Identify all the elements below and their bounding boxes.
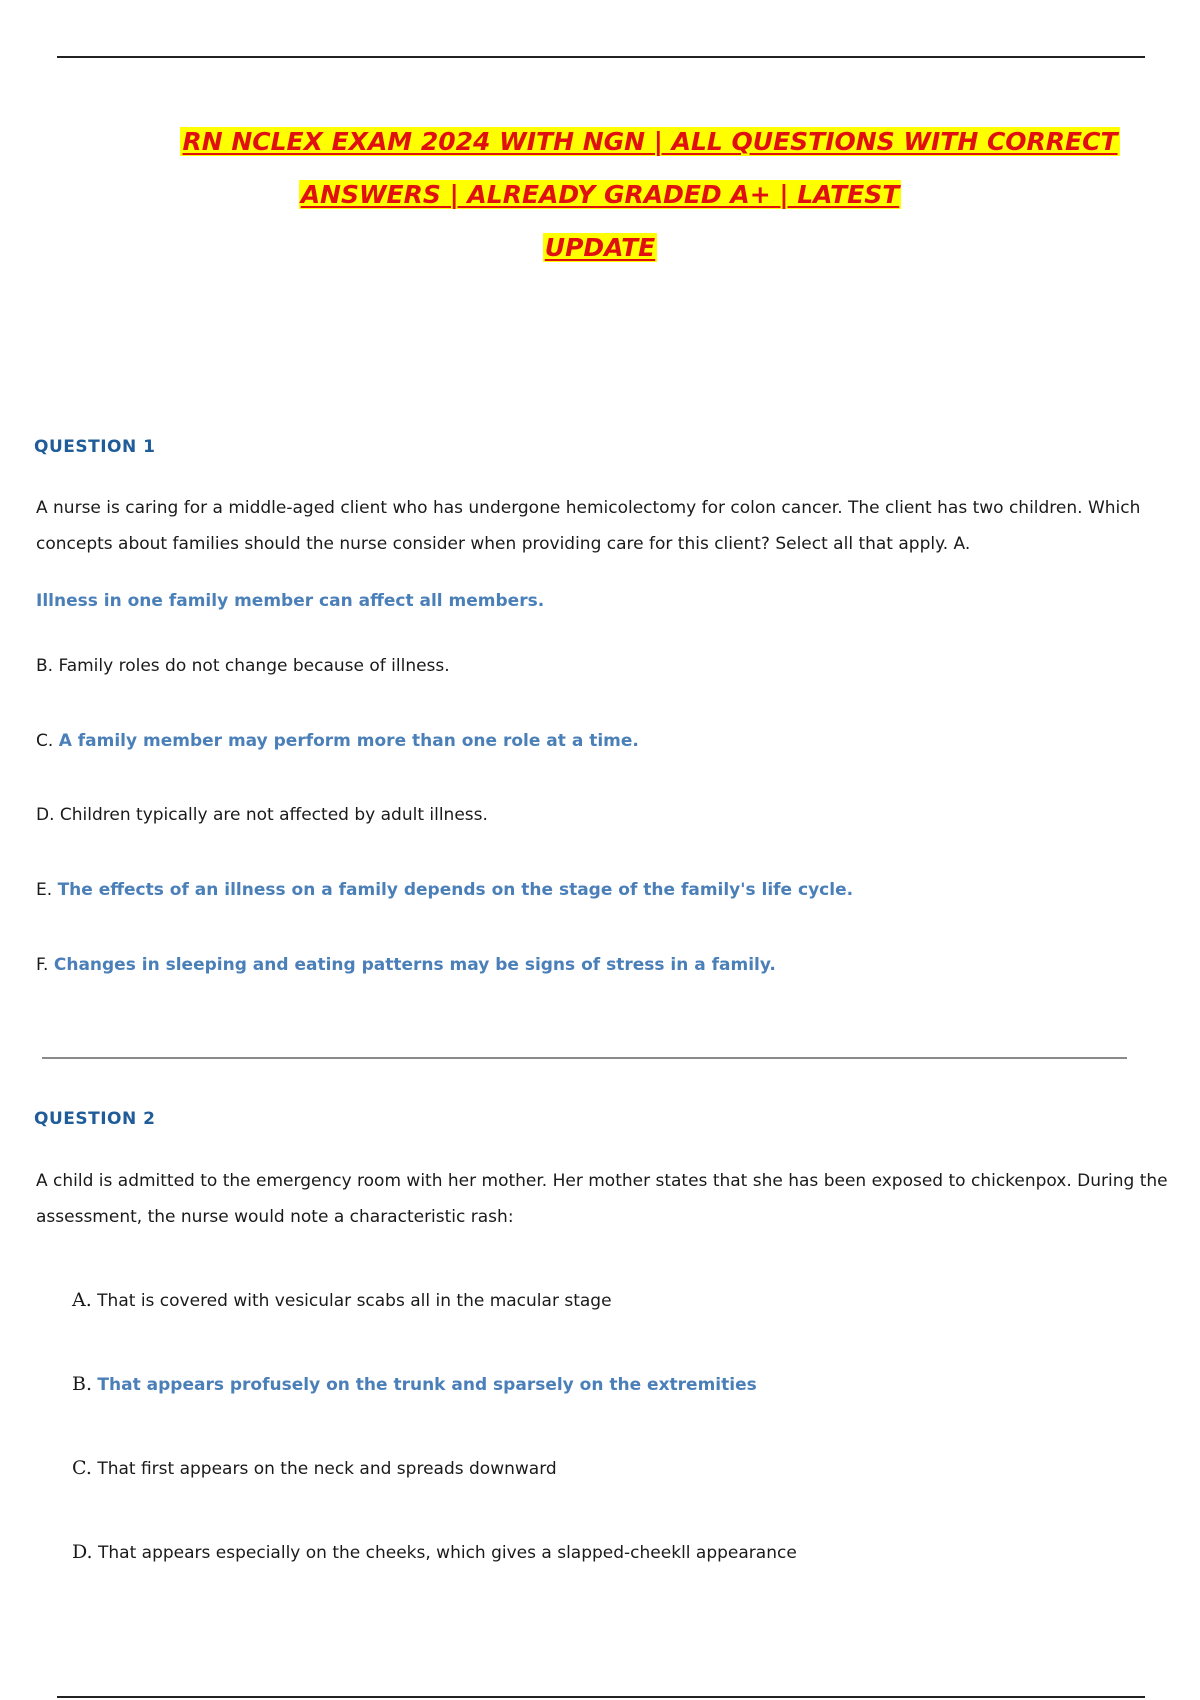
q2-option-b — [72, 1372, 757, 1397]
q2-option-c-text: That first appears on the neck and spreads downward — [97, 1459, 557, 1479]
q1-option-b — [36, 654, 450, 678]
q1-option-c-text: A family member may perform more than one role at a time. — [58, 731, 639, 751]
q2-option-d-text: That appears especially on the cheeks, which gives a slapped-cheekll appearance — [98, 1543, 797, 1563]
q2-option-d — [72, 1540, 797, 1565]
q2-option-a — [72, 1288, 612, 1313]
bottom-rule — [57, 1696, 1145, 1698]
q2-option-a-text: That is covered with vesicular scabs all in the macular stage — [97, 1291, 612, 1311]
question-1-heading: QUESTION 1 — [34, 437, 156, 457]
q1-option-e-letter: E. — [36, 880, 53, 900]
q1-option-c — [36, 729, 639, 753]
q1-option-e — [36, 878, 853, 902]
q2-option-b-text: That appears profusely on the trunk and sparsely on the extremities — [97, 1375, 757, 1395]
question-2-heading: QUESTION 2 — [34, 1109, 156, 1129]
q1-option-f-text: Changes in sleeping and eating patterns may be signs of stress in a family. — [53, 955, 776, 975]
q2-option-b-letter: B. — [72, 1373, 93, 1395]
q1-option-e-text: The effects of an illness on a family depends on the stage of the family's life cycle. — [57, 880, 854, 900]
q2-option-c-letter: C. — [72, 1457, 92, 1479]
title-line-2: ANSWERS | ALREADY GRADED A+ | LATEST — [300, 180, 900, 209]
q2-option-d-letter: D. — [72, 1541, 93, 1563]
q1-option-d-letter: D. — [36, 805, 55, 825]
q2-option-c — [72, 1456, 557, 1481]
q1-option-d-text: Children typically are not affected by adult illness. — [59, 805, 488, 825]
q1-option-b-letter: B. — [36, 656, 54, 676]
q1-option-f — [36, 953, 776, 977]
q1-option-f-letter: F. — [36, 955, 49, 975]
section-divider — [42, 1057, 1127, 1059]
q1-option-a-text: Illness in one family member can affect all members. — [36, 591, 545, 611]
q1-option-a — [36, 589, 544, 613]
title-line-3: UPDATE — [544, 233, 656, 262]
q1-option-c-letter: C. — [36, 731, 54, 751]
q1-option-b-text: Family roles do not change because of illness. — [58, 656, 450, 676]
question-1-stem: A nurse is caring for a middle-aged client who has undergone hemicolectomy for colon cancer. The client has two children. Which concepts about families should the nurse consider when providing care for this client? Select all that apply. A. — [36, 498, 1141, 554]
q1-option-d — [36, 803, 488, 827]
q2-option-a-letter: A. — [72, 1289, 92, 1311]
question-2-stem: A child is admitted to the emergency room with her mother. Her mother states that she has been exposed to chickenpox. During the assessment, the nurse would note a characteristic rash: — [36, 1171, 1168, 1227]
title-line-1: RN NCLEX EXAM 2024 WITH NGN | ALL QUESTIONS WITH CORRECT — [182, 127, 1118, 156]
top-rule — [57, 56, 1145, 58]
